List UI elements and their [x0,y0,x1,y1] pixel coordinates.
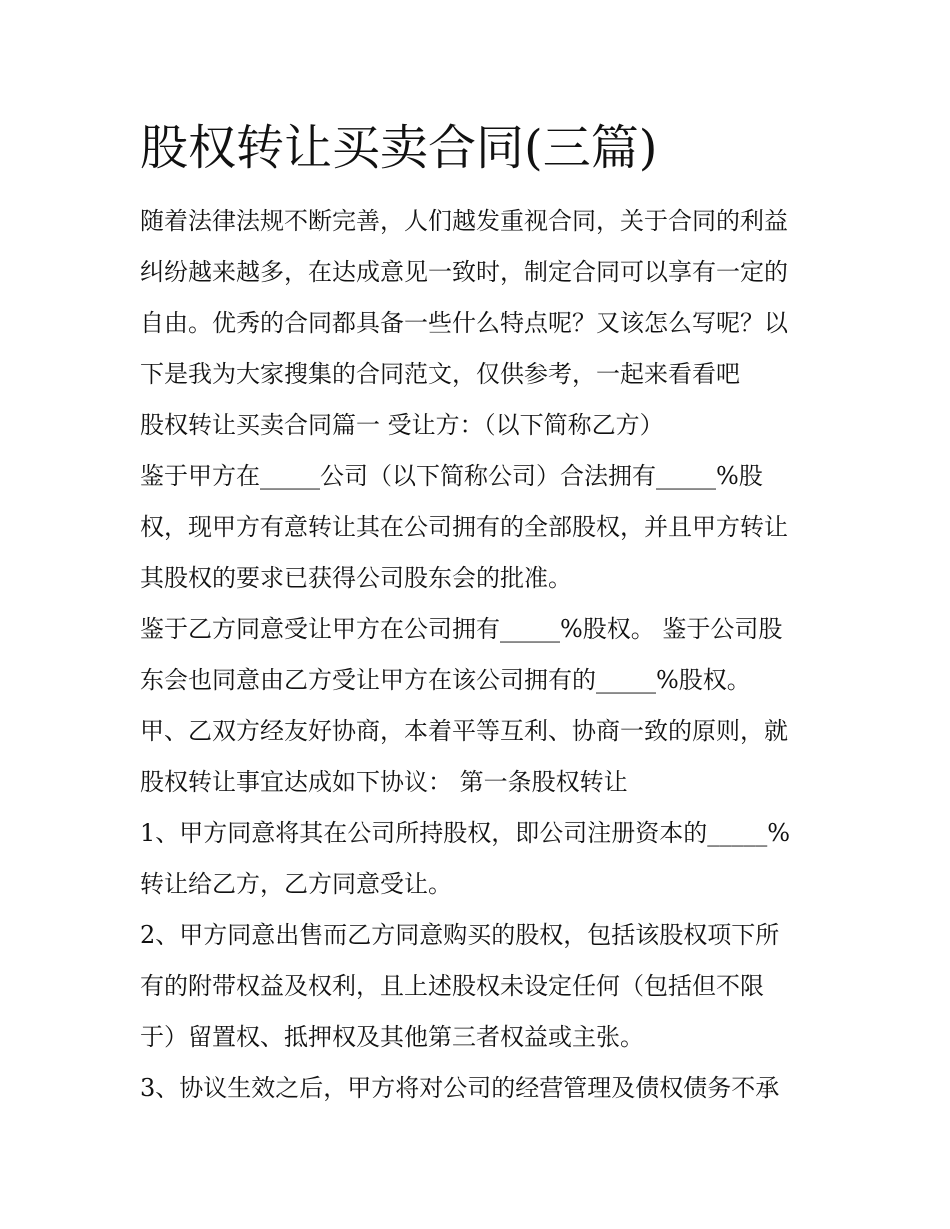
text-line: 其股权的要求已获得公司股东会的批准。 [140,564,572,592]
text-line: 有的附带权益及权利，且上述股权未设定任何（包括但不限 [140,972,764,1000]
text-line: 鉴于甲方在_____公司（以下简称公司）合法拥有_____%股 [140,462,763,490]
text-line: 鉴于乙方同意受让甲方在公司拥有_____%股权。 鉴于公司股 [140,615,783,643]
document-title: 股权转让买卖合同(三篇) [140,120,658,176]
text-line: 股权转让事宜达成如下协议： 第一条股权转让 [140,768,628,796]
text-line: 权，现甲方有意转让其在公司拥有的全部股权，并且甲方转让 [140,513,788,541]
text-line: 随着法律法规不断完善，人们越发重视合同，关于合同的利益 [140,207,788,235]
text-line: 纠纷越来越多，在达成意见一致时，制定合同可以享有一定的 [140,258,788,286]
text-line: 于）留置权、抵押权及其他第三者权益或主张。 [140,1023,644,1051]
text-line: 转让给乙方，乙方同意受让。 [140,870,452,898]
text-line: 2、甲方同意出售而乙方同意购买的股权，包括该股权项下所 [140,921,780,949]
text-line: 3、协议生效之后，甲方将对公司的经营管理及债权债务不承 [140,1074,780,1102]
text-line: 下是我为大家搜集的合同范文，仅供参考，一起来看看吧 [140,360,740,388]
text-line: 自由。优秀的合同都具备一些什么特点呢？又该怎么写呢？以 [140,309,788,337]
text-line: 股权转让买卖合同篇一 受让方：（以下简称乙方） [140,411,664,439]
text-line: 东会也同意由乙方受让甲方在该公司拥有的_____%股权。 [140,666,751,694]
document-body [140,196,820,1114]
text-line: 甲、乙双方经友好协商，本着平等互利、协商一致的原则，就 [140,717,788,745]
text-line: 1、甲方同意将其在公司所持股权，即公司注册资本的_____% [140,819,791,847]
